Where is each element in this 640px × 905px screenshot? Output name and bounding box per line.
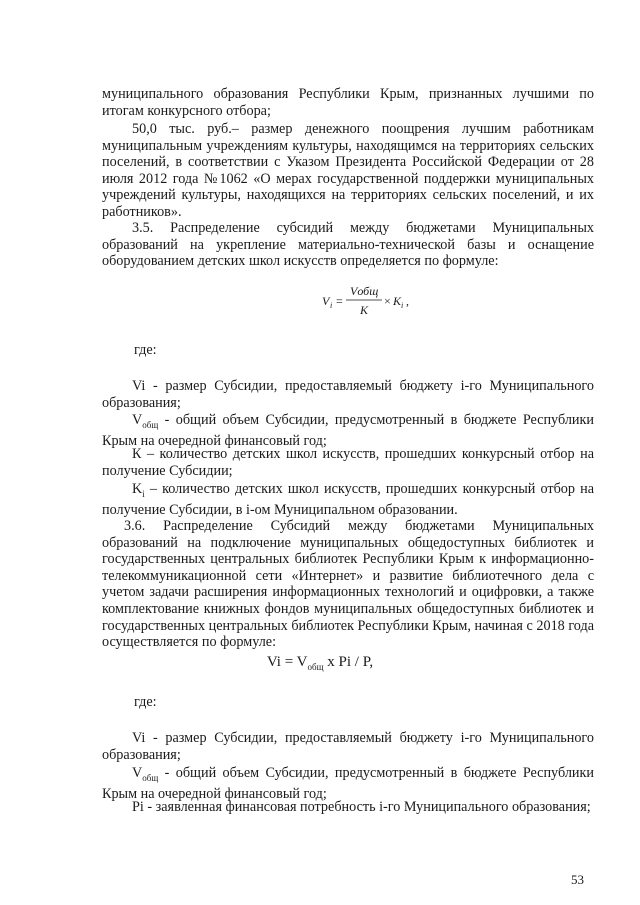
paragraph-continuation: муниципального образования Республики Крым, признанных лучшими по итогам конкурсного отбора; [102,86,594,119]
formula-eq: = [336,294,343,308]
definition-k: К – количество детских школ искусств, прошедших конкурсный отбор на получение Субсидии; [102,446,594,479]
formula-numerator: Vобщ [350,284,379,298]
formula-rhs: K [393,294,402,308]
paragraph-3-6: 3.6. Распределение Субсидий между бюджетами Муниципальных образований на подключение муниципальных общедоступных библиотек и государственных центральных библиотек Республики Крым к информационно-телекоммуникационной сети «Интернет» и развитие библиотечного дела с учетом задачи расширения информационных технологий и оцифровки, а также комплектование книжных фондов муниципальных общедоступных библиотек и государственных центральных библиотек Республики Крым, начиная с 2018 года осуществляется по формуле: [102,518,594,651]
formula-lhs: V [322,294,330,308]
ki-sub: i [142,488,145,499]
ki-symbol: K [132,481,143,497]
vobsh-symbol: V [132,412,143,428]
definition-vi-1: Vi - размер Субсидии, предоставляемый бюджету i-го Муниципального образования; [102,378,594,411]
paragraph-3-5: 3.5. Распределение субсидий между бюджетами Муниципальных образований на укрепление материально-технической базы и оснащение оборудованием детских школ искусств определяется по формуле: [102,220,594,270]
formula2-sub: общ [307,662,324,672]
formula-school-subsidy [320,281,440,319]
formula-times: × [384,294,391,308]
formula2-post: x Pi / P, [323,654,374,670]
vobsh2-sub: общ [142,772,159,783]
formula2-pre: Vi = V [266,654,308,670]
formula-rhs-sub: i [401,301,404,310]
definition-ki [102,481,594,519]
definition-vi-2: Vi - размер Субсидии, предоставляемый бюджету i-го Муниципального образования; [102,730,594,763]
vobsh-text: общий объем Субсидии, предусмотренный в бюджете Республики Крым на очередной финансовый год; [102,412,594,450]
vobsh-dash: - [158,412,176,428]
paragraph-bonus: 50,0 тыс. руб.– размер денежного поощрения лучшим работникам муниципальным учреждениям культуры, находящимся на территориях сельских поселений, в соответствии с Указом Президента Российской Федерации от 28 июля 2012 года №1062 «О мерах государственной поддержки муниципальных учреждений культуры, находящихся на территориях сельских поселений, и их работников». [102,121,594,220]
definition-vobsh-2 [102,765,594,803]
formula-library-subsidy [0,654,640,672]
where-label-1: где: [134,342,157,358]
formula-svg [320,281,440,319]
formula-denominator: K [360,303,369,317]
definition-vobsh-1 [102,412,594,450]
formula-tail: , [406,294,409,308]
formula-lhs-sub: i [330,301,333,310]
page-number: 53 [571,872,584,887]
vobsh2-dash: - [158,765,176,781]
ki-text: – количество детских школ искусств, прошедших конкурсный отбор на получение Субсидии, в i-ом Муниципальном образовании. [102,481,595,519]
where-label-2: где: [134,694,157,710]
vobsh-sub: общ [142,419,159,430]
definition-pi: Pi - заявленная финансовая потребность i-го Муниципального образования; [132,799,591,815]
vobsh2-text: общий объем Субсидии, предусмотренный в бюджете Республики Крым на очередной финансовый год; [102,765,594,803]
vobsh2-symbol: V [132,765,143,781]
